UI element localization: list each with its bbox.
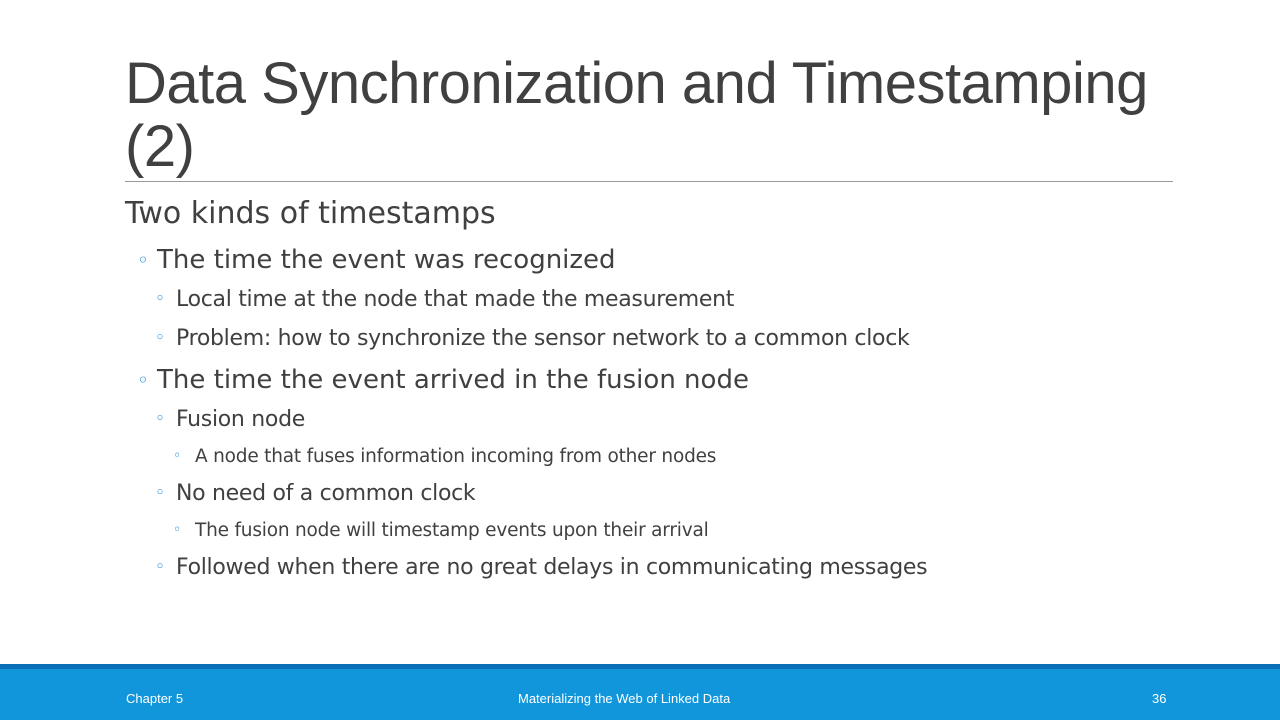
- slide-content: [125, 192, 1185, 587]
- bullet-recognized: [125, 240, 1185, 280]
- bullet-text: The time the event arrived in the fusion node: [157, 365, 749, 395]
- bullet-problem: [125, 319, 1185, 358]
- footer-page-number: 36: [1152, 691, 1167, 706]
- bullet-local-time: [125, 280, 1185, 319]
- bullet-circle-icon: ◦: [155, 483, 165, 503]
- footer-chapter: Chapter 5: [126, 691, 184, 706]
- bullet-text: Followed when there are no great delays in communicating messages: [176, 555, 928, 580]
- bullet-text: Fusion node: [176, 407, 305, 432]
- bullet-timestamp-arrival: [125, 513, 1185, 548]
- title-divider: [125, 181, 1173, 182]
- bullet-circle-icon: ◦: [155, 328, 165, 348]
- bullet-text: Problem: how to synchronize the sensor network to a common clock: [176, 326, 910, 351]
- bullet-followed-when: [125, 548, 1185, 587]
- bullet-no-common-clock: [125, 474, 1185, 513]
- bullet-circle-icon: ◦: [155, 409, 165, 429]
- bullet-circle-icon: ◦: [155, 289, 165, 309]
- bullet-text: The fusion node will timestamp events upon their arrival: [195, 520, 709, 541]
- footer-book-title: Materializing the Web of Linked Data: [518, 691, 731, 706]
- heading-two-kinds: Two kinds of timestamps: [125, 196, 496, 231]
- bullet-text: Local time at the node that made the measurement: [176, 287, 735, 312]
- bullet-circle-icon: ◦: [137, 248, 149, 272]
- bullet-circle-icon: ◦: [155, 557, 165, 577]
- bullet-fusion-node: [125, 400, 1185, 439]
- bullet-text: No need of a common clock: [176, 481, 476, 506]
- slide-footer: [0, 664, 1280, 720]
- slide-title: Data Synchronization and Timestamping (2): [125, 51, 1148, 179]
- bullet-circle-icon: ◦: [173, 448, 182, 464]
- bullet-arrived: [125, 360, 1185, 400]
- bullet-circle-icon: ◦: [137, 368, 149, 392]
- bullet-fuses-info: [125, 439, 1185, 474]
- bullet-text: The time the event was recognized: [157, 245, 616, 275]
- bullet-text: A node that fuses information incoming from other nodes: [195, 446, 717, 467]
- bullet-circle-icon: ◦: [173, 522, 182, 538]
